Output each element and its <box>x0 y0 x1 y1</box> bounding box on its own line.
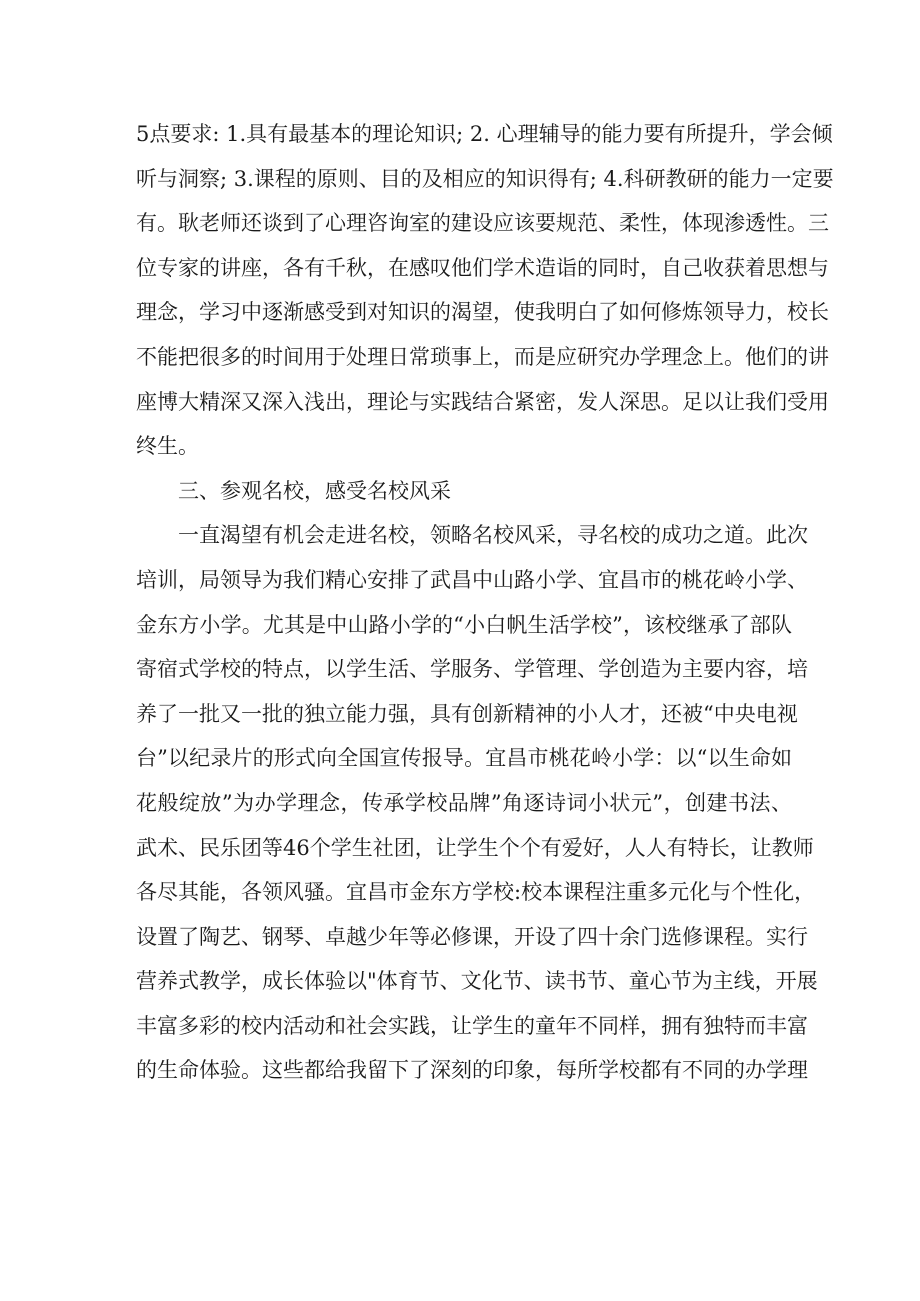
text-line: 养了一批又一批的独立能力强，具有创新精神的小人才，还被“中央电视 <box>136 701 798 726</box>
text-line: 一直渴望有机会走进名校，领略名校风采，寻名校的成功之道。此次 <box>178 523 808 548</box>
text-line: 营养式教学，成长体验以"体育节、文化节、读书节、童心节为主线，开展 <box>136 969 818 994</box>
document-body <box>136 112 834 1093</box>
section-heading: 三、参观名校，感受名校风采 <box>178 478 451 503</box>
text-line: 不能把很多的时间用于处理日常琐事上，而是应研究办学理念上。他们的讲 <box>136 344 829 369</box>
text-line: 有。耿老师还谈到了心理咨询室的建设应该要规范、柔性，体现渗透性。三 <box>136 211 829 236</box>
text-line: 台”以纪录片的形式向全国宣传报导。宜昌市桃花岭小学：以“以生命如 <box>136 746 792 771</box>
text-line: 各尽其能，各领风骚。宜昌市金东方学校:校本课程注重多元化与个性化， <box>136 880 816 905</box>
text-line: 5点要求: 1.具有最基本的理论知识; 2. 心理辅导的能力要有所提升，学会倾 <box>136 122 833 146</box>
text-line: 终生。 <box>136 434 199 459</box>
text-line: 座博大精深又深入浅出，理论与实践结合紧密，发人深思。足以让我们受用 <box>136 389 829 414</box>
text-line: 培训，局领导为我们精心安排了武昌中山路小学、宜昌市的桃花岭小学、 <box>136 567 808 592</box>
text-line: 花般绽放”为办学理念，传承学校品牌”角逐诗词小状元”，创建书法、 <box>136 790 792 815</box>
text-line: 理念，学习中逐渐感受到对知识的渴望，使我明白了如何修炼领导力，校长 <box>136 300 829 325</box>
text-line: 丰富多彩的校内活动和社会实践，让学生的童年不同样，拥有独特而丰富 <box>136 1013 808 1038</box>
text-line: 的生命体验。这些都给我留下了深刻的印象，每所学校都有不同的办学理 <box>136 1058 808 1083</box>
text-line: 寄宿式学校的特点，以学生活、学服务、学管理、学创造为主要内容，培 <box>136 657 808 682</box>
text-line: 位专家的讲座，各有千秋，在感叹他们学术造诣的同时，自己收获着思想与 <box>136 255 829 280</box>
text-line: 武术、民乐团等46个学生社团，让学生个个有爱好，人人有特长，让教师 <box>136 835 814 860</box>
text-line: 设置了陶艺、钢琴、卓越少年等必修课，开设了四十余门选修课程。实行 <box>136 924 808 949</box>
text-line: 听与洞察; 3.课程的原则、目的及相应的知识得有; 4.科研教研的能力一定要 <box>136 166 834 191</box>
text-line: 金东方小学。尤其是中山路小学的“小白帆生活学校”，该校继承了部队 <box>136 612 792 637</box>
